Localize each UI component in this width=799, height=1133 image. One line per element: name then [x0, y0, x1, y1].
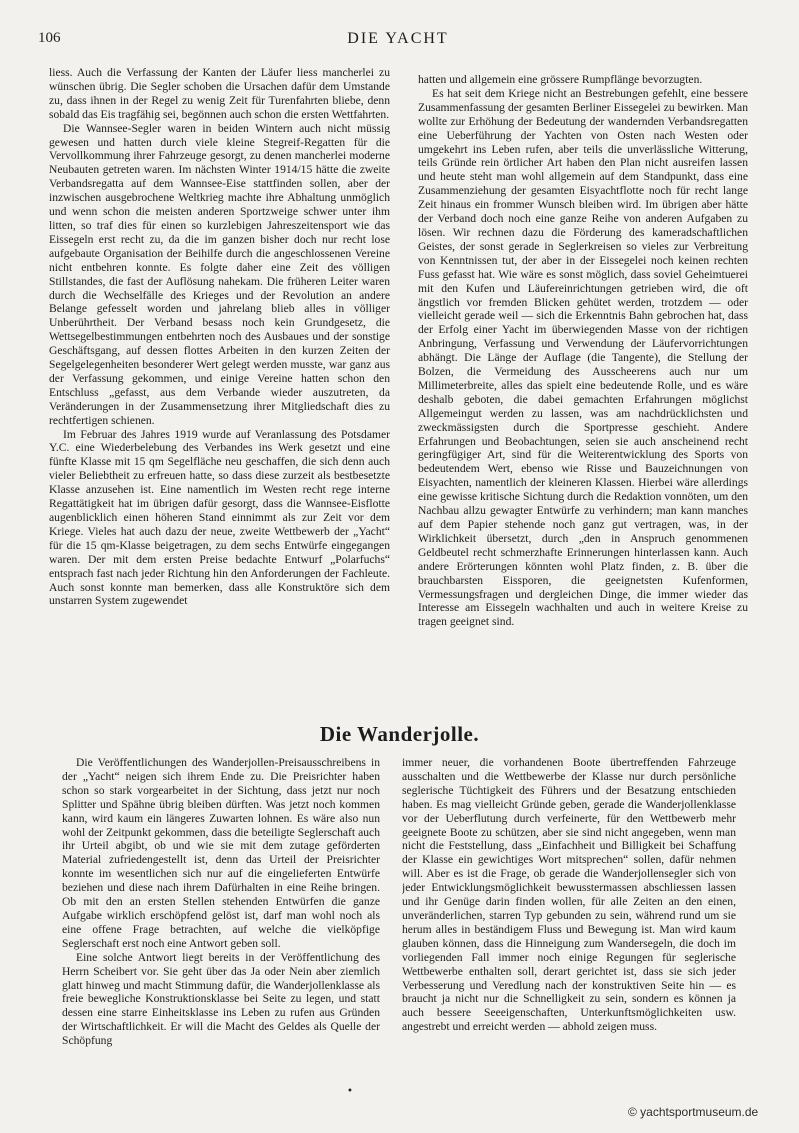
- running-title: DIE YACHT: [347, 30, 449, 47]
- copyright-watermark: © yachtsportmuseum.de: [628, 1105, 759, 1119]
- paragraph: Die Wannsee-Segler waren in beiden Wintern auch nicht müssig gewesen und hatten durch viele kleine Stegreif-Regatten für die Vervollkommung ihrer Fahrzeuge gesorgt, zu denen mancherlei moderne Neubauten getreten waren. Im nächsten Winter 1914/15 hätte die zweite Verbandsregatta auf dem Wannsee-Eise stattfinden sollen, aber der inzwischen ausgebrochene Weltkrieg machte ihre Abhaltung unmöglich und wenn schon die meisten anderen Sportzweige schwer unter ihm litten, so traf dies für einen so kurzlebigen Jahreszeitensport wie das Eissegeln erst recht zu, da die im ganzen bisher doch nur recht lose aufgebaute Organisation der Beihilfe durch die angeschlossenen Vereine nicht entbehren konnte. Es folgte daher eine Zeit des völligen Stillstandes, die fast der Auflösung nahekam. Die früheren Leiter waren durch die Wechselfälle des Krieges und der Revolution an andere Belange gefesselt worden und jahrelang blieb alles in völliger Unberührtheit. Der Verband besass noch kein Grundgesetz, die Wettsegelbestimmungen entbehrten noch des Ausbaues und der sonstige Geschäftsgang, auf dessen flottes Arbeiten in den kurzen Zeiten der Segelgelegenheiten besonderer Wert gelegt werden musste, war ganz aus der Verfassung gekommen, und einige Vereine hatten schon den Entschluss „gefasst, aus dem Verbande wieder auszutreten, da Veränderungen in der Zusammensetzung ihrer Mitgliedschaft dies zu rechtfertigen schienen.: [49, 121, 390, 427]
- bottom-ornament: •: [347, 1086, 353, 1097]
- paragraph: immer neuer, die vorhandenen Boote übertreffenden Fahrzeuge ausschalten und die Wettbewerbe der Klasse nur durch persönliche seglerische Tüchtigkeit des Führers und der Besatzung entschieden haben. Es mag vielleicht Gründe geben, gerade die Wanderjollenklasse vor der Ueberflutung durch verfeinerte, für den Wettbewerb mehr geeignete Boote zu schützen, aber sie sind nicht angegeben, wenn man nicht die Feststellung, dass „Einfachheit und Billigkeit bei Schaffung der Klasse ein gewichtiges Wort mitsprechen“ sollen, dafür nehmen will. Aber es ist die Frage, ob gerade die Wanderjollensegler sich von jeder Entwicklungsmöglichkeit bewusstermassen abschliessen lassen und ihr Genüge darin finden wollen, für alle Zeiten an den einen, unveränderlichen, starren Typ gebunden zu sein, während rund um sie herum alles in beständigem Fluss und Bewegung ist. Man wird kaum glauben können, dass die Hinneigung zum Wandersegeln, die doch im vorliegenden Fall immer noch einige Regungen für seglerische Wettbewerbe enthalten soll, derart gerichtet ist, dass sie sich jeder Verbesserung und Veredlung nach der konstruktiven Seite hin — es braucht ja nicht nur die Schnelligkeit zu sein, sondern es können ja auch bessere Seeeigenschaften, Unterkunftsmöglichkeiten usw. angestrebt und erreicht werden — abhold zeigen muss.: [402, 756, 736, 1034]
- page-header: [38, 30, 758, 52]
- paragraph: Es hat seit dem Kriege nicht an Bestrebungen gefehlt, eine bessere Zusammenfassung der gesamten Berliner Eissegelei zu bewirken. Man wollte zur Erhöhung der Bedeutung der wandernden Verbandsregatten eine Ueberführung der Yachten von Osten nach Westen oder umgekehrt ins Leben rufen, aber teils die unverlässliche Witterung, teils Gründe rein örtlicher Art haben den Plan nicht ausreifen lassen und heute steht man wohl allgemein auf dem Standpunkt, dass eine Zusammenziehung der gesamten Eisyachtflotte noch für recht lange Zeit hinaus ein frommer Wunsch bleiben wird. Im übrigen aber hätte der Verband doch noch eine ganze Reihe von anderen Aufgaben zu lösen. Wir rechnen dazu die Förderung des kameradschaftlichen Geistes, der sonst gerade in Seglerkreisen so vieles zur Verbreitung von Kenntnissen tut, der aber in der Eissegelei noch keinen rechten Fuss gefasst hat. Wie wäre es sonst möglich, dass soviel Geheimtuerei mit den Kufen und Läufereinrichtungen getrieben wird, die oft ängstlich vor fremden Blicken gehütet werden, trotzdem — oder vielleicht gerade weil — sich die Erkenntnis Bahn gebrochen hat, dass der Erfolg einer Yacht im überwiegenden Masse von der richtigen Anbringung, Verfassung und Verwendung der Läufervorrichtungen abhängt. Die Länge der Auflage (die Tangente), die Stellung der Bolzen, die Vermeidung des Ausscheerens auch nur um Millimeterbreite, alles das spielt eine bedeutende Rolle, und es wäre deshalb geboten, die dabei gemachten Erfahrungen möglichst Allgemeingut werden zu lassen, was am nachdrücklichsten und zweckmässigsten durch die Sportpresse geschieht. Andere Erfahrungen und Beobachtungen, seien sie auch anscheinend recht geringfügiger Art, sind für die Weiterentwicklung des Sports von bedeutendem Wert, ebenso wie Risse und Bauzeichnungen von Eisyachten, namentlich der kleineren Klassen. Hierbei wäre allerdings eine gewisse kritische Sichtung durch die Redaktion vonnöten, um den Nachbau allzu gewagter Entwürfe zu verhindern; man kann manches auf dem Papier stehende noch ganz gut vertragen, was, in der Wirklichkeit übersetzt, durch „den in Anspruch genommenen Geldbeutel recht schmerzhafte Erinnerungen hinterlassen kann. Auch andere Erörterungen könnten wohl Platz finden, z. B. über die brauchbarsten Eissporen, die geeignetsten Kufenformen, Vermessungsfragen und dergleichen Dinge, die immer wieder das Interesse am Eissegeln wachhalten und auch in weitere Kreise zu tragen geeignet sind.: [418, 86, 748, 629]
- paragraph: Eine solche Antwort liegt bereits in der Veröffentlichung des Herrn Scheibert vor. Sie geht über das Ja oder Nein aber ziemlich glatt hinweg und macht Stimmung dafür, die Wanderjollenklasse als freie bewegliche Konstruktionsklasse bei Seite zu legen, und statt dessen eine starre Einheitsklasse ins Leben zu rufen aus Gründen der Wirtschaftlichkeit. Er will die Macht des Geldes als Quelle der Schöpfung: [62, 950, 380, 1048]
- column-bottom-left: [62, 756, 380, 1096]
- paragraph: Im Februar des Jahres 1919 wurde auf Veranlassung des Potsdamer Y.C. eine Wiederbelebung des Verbandes ins Werk gesetzt und eine fünfte Klasse mit 15 qm Segelfläche neu geschaffen, die sich denn auch vieler Beliebtheit zu erfreuen hatte, so dass diese zurzeit als bestbesetzte Klasse anzusehen ist. Eine namentlich im Westen recht rege interne Regattätigkeit hat im übrigen dafür gesorgt, dass die Wannsee-Eisflotte augenblicklich einen höheren Stand einnimmt als zur Zeit vor dem Kriege. Vieles hat auch dazu der neue, zweite Wettbewerb der „Yacht“ für die 15 qm-Klasse beigetragen, zu dem sechs Entwürfe eingegangen waren. Der mit dem ersten Preise bedachte Entwurf „Polarfuchs“ entsprach fast nach jeder Richtung hin den Anforderungen der Fachleute. Auch sonst konnte man bemerken, dass alle Konstruktöre sich dem unstarren System zugewendet: [49, 427, 390, 608]
- paragraph: Die Veröffentlichungen des Wanderjollen-Preisausschreibens in der „Yacht“ neigen sich ihrem Ende zu. Die Preisrichter haben schon so stark vorgearbeitet in der Sichtung, dass jetzt nur noch Splitter und Spähne übrig bleiben dürften. Was jetzt noch kommen kann, wird kaum ein längeres Zuwarten lohnen. Es wäre also nun wohl der Zeitpunkt gekommen, dass die beteiligte Seglerschaft auch ihr Urteil abgibt, ob und wie sie mit dem zutage geförderten Material zufriedengestellt ist, denn das Urteil der Preisrichter konnte im wesentlichen sich nur auf die eingelieferten Entwürfe beziehen und diese nach ihrem Dafürhalten in eine Reihe bringen. Ob mit den an ersten Stellen stehenden Entwürfen die ganze Aufgabe wirklich erschöpfend gelöst ist, darf man wohl noch als eine offene Frage betrachten, auf welche die vielköpfige Seglerschaft erst noch eine Antwort geben soll.: [62, 756, 380, 950]
- article-title: Die Wanderjolle.: [319, 722, 480, 746]
- column-bottom-right: [402, 756, 736, 1096]
- paragraph: hatten und allgemein eine grössere Rumpflänge bevorzugten.: [418, 73, 703, 86]
- column-top-right: [418, 73, 748, 701]
- paragraph: liess. Auch die Verfassung der Kanten der Läufer liess mancherlei zu wünschen übrig. Die Segler schoben die Ursachen dafür dem Umstande zu, dass ihnen in der Regel zu wenig Zeit für Turenfahrten bliebe, denn sobald das Eis tragfähig sei, begönnen auch schon die ersten Wettfahrten.: [49, 66, 390, 121]
- page-number: 106: [38, 30, 61, 46]
- column-top-left: [49, 66, 390, 700]
